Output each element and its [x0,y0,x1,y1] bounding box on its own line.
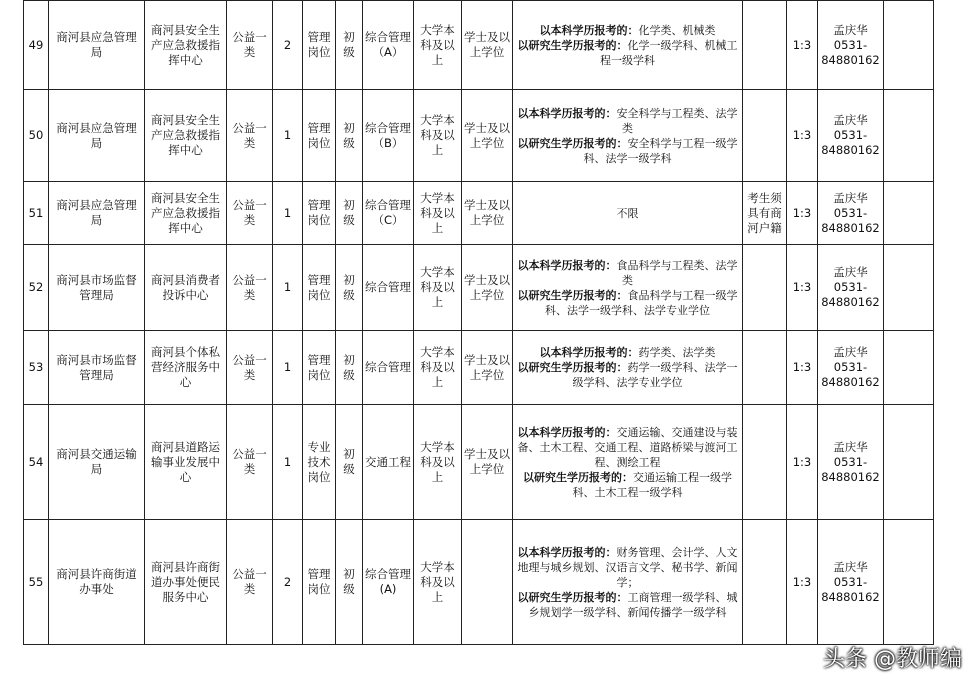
ratio-cell: 1:3 [787,331,818,405]
post-level-cell: 初级 [336,405,363,520]
department-cell: 商河县应急管理局 [49,1,145,90]
requirement-line [517,288,738,318]
unit-name-cell: 商河县安全生产应急救援指挥中心 [145,90,227,182]
row-number-cell: 53 [24,331,49,405]
contact-name: 孟庆华 [833,559,868,574]
ratio-cell: 1:3 [787,182,818,245]
requirements-cell [513,182,743,245]
requirement-text: 交通运输工程一级学科、土木工程一级学科 [572,470,732,499]
requirement-text: 安全科学与工程一级学科、法学一级学科 [583,136,738,165]
requirement-text: 药学类、法学类 [638,346,716,359]
requirement-label: 以本科学历报考的： [539,23,639,37]
requirement-label: 以研究生学历报考的： [517,288,628,302]
other-conditions-cell [743,331,787,405]
requirement-line [517,258,738,288]
requirement-text: 不限 [616,206,639,220]
requirements-cell [513,245,743,331]
department-cell: 商河县市场监督管理局 [49,331,145,405]
remarks-cell [884,182,934,245]
requirement-label: 以研究生学历报考的： [517,361,628,374]
requirements-cell [513,90,743,182]
contact-name: 孟庆华 [833,22,868,37]
contact-name: 孟庆华 [833,190,868,205]
ratio-cell: 1:3 [787,1,818,90]
row-number-cell: 51 [24,182,49,245]
table-row [24,331,934,405]
degree-cell: 学士及以上学位 [462,331,513,405]
post-level-cell: 初级 [336,245,363,331]
requirement-line [517,425,738,470]
post-category-cell: 管理岗位 [303,90,336,182]
contact-cell [818,520,884,645]
department-cell: 商河县交通运输局 [49,405,145,520]
contact-name: 孟庆华 [833,345,868,359]
requirement-label: 以本科学历报考的： [517,258,617,272]
table-row [24,405,934,520]
row-number-cell: 54 [24,405,49,520]
post-name-cell: 综合管理(A) [363,520,414,645]
requirement-text: 食品科学与工程一级学科、法学一级学科、法学专业学位 [545,288,738,317]
requirement-label: 以研究生学历报考的： [523,470,633,484]
education-cell: 大学本科及以上 [414,331,462,405]
requirement-line [517,206,738,221]
post-name-cell: 综合管理（A） [363,1,414,90]
table-row [24,1,934,90]
contact-phone: 0531-84880162 [821,280,880,309]
row-number-cell: 50 [24,90,49,182]
contact-cell [818,331,884,405]
hire-count-cell: 1 [273,90,303,182]
requirement-line [517,590,738,620]
watermark: 头条 @教师编 [823,647,962,672]
post-level-cell: 初级 [336,90,363,182]
other-conditions-cell [743,245,787,331]
education-cell: 大学本科及以上 [414,182,462,245]
contact-phone: 0531-84880162 [821,454,880,484]
department-cell: 商河县应急管理局 [49,90,145,182]
department-cell: 商河县应急管理局 [49,182,145,245]
requirement-label: 以本科学历报考的： [517,106,617,120]
requirement-text: 工商管理一级学科、城乡规划学一级学科、新闻传播学一级学科 [528,590,738,619]
other-conditions-cell [743,520,787,645]
unit-name-cell: 商河县消费者投诉中心 [145,245,227,331]
requirement-label: 以本科学历报考的： [517,425,617,439]
ratio-cell: 1:3 [787,245,818,331]
hire-count-cell: 2 [273,520,303,645]
requirement-line [517,470,738,500]
unit-type-cell: 公益一类 [227,90,273,182]
degree-cell: 学士及以上学位 [462,90,513,182]
row-number-cell: 52 [24,245,49,331]
requirements-cell [513,405,743,520]
unit-type-cell: 公益一类 [227,182,273,245]
contact-phone: 0531-84880162 [821,360,880,389]
requirement-label: 以本科学历报考的： [517,545,617,559]
requirements-cell [513,331,743,405]
education-cell: 大学本科及以上 [414,1,462,90]
post-level-cell: 初级 [336,331,363,405]
post-category-cell: 管理岗位 [303,520,336,645]
requirement-line [517,106,738,136]
table-row [24,182,934,245]
other-conditions-cell [743,90,787,182]
post-category-cell: 管理岗位 [303,245,336,331]
ratio-cell: 1:3 [787,90,818,182]
unit-type-cell: 公益一类 [227,520,273,645]
degree-cell: 学士及以上学位 [462,1,513,90]
requirement-label: 以研究生学历报考的： [517,38,628,52]
degree-cell: 学士及以上学位 [462,182,513,245]
unit-type-cell: 公益一类 [227,1,273,90]
unit-name-cell: 商河县道路运输事业发展中心 [145,405,227,520]
remarks-cell [884,90,934,182]
unit-type-cell: 公益一类 [227,405,273,520]
post-name-cell: 综合管理（C） [363,182,414,245]
unit-name-cell: 商河县安全生产应急救援指挥中心 [145,182,227,245]
remarks-cell [884,1,934,90]
requirement-text: 药学一级学科、法学一级学科、法学专业学位 [572,361,738,389]
remarks-cell [884,331,934,405]
degree-cell: 学士及以上学位 [462,245,513,331]
requirement-line [517,545,738,590]
remarks-cell [884,245,934,331]
requirement-text: 交通运输、交通建设与装备、土木工程、交通工程、道路桥梁与渡河工程、测绘工程 [517,425,738,469]
table-row [24,520,934,645]
other-conditions-cell: 考生须具有商河户籍 [743,182,787,245]
contact-cell [818,182,884,245]
unit-name-cell: 商河县安全生产应急救援指挥中心 [145,1,227,90]
post-name-cell: 交通工程 [363,405,414,520]
hire-count-cell: 1 [273,182,303,245]
remarks-cell [884,520,934,645]
table-row [24,90,934,182]
post-name-cell: 综合管理 [363,245,414,331]
contact-cell [818,90,884,182]
post-category-cell: 管理岗位 [303,1,336,90]
requirement-text: 食品科学与工程类、法学类 [616,258,738,287]
recruitment-table [23,0,934,645]
requirement-line [517,23,738,38]
post-name-cell: 综合管理（B） [363,90,414,182]
requirement-text: 安全科学与工程类、法学类 [616,106,738,135]
department-cell: 商河县许商街道办事处 [49,520,145,645]
unit-type-cell: 公益一类 [227,331,273,405]
contact-cell [818,245,884,331]
unit-name-cell: 商河县许商街道办事处便民服务中心 [145,520,227,645]
table-row [24,245,934,331]
requirement-text: 化学一级学科、机械工程一级学科 [600,38,738,67]
requirements-cell [513,520,743,645]
contact-cell [818,405,884,520]
contact-cell [818,1,884,90]
ratio-cell: 1:3 [787,405,818,520]
degree-cell [462,520,513,645]
ratio-cell: 1:3 [787,520,818,645]
degree-cell: 学士及以上学位 [462,405,513,520]
requirement-line [517,136,738,166]
contact-phone: 0531-84880162 [821,128,880,157]
post-level-cell: 初级 [336,520,363,645]
post-category-cell: 管理岗位 [303,182,336,245]
requirement-label: 以本科学历报考的： [539,346,639,359]
unit-name-cell: 商河县个体私营经济服务中心 [145,331,227,405]
requirement-text: 化学类、机械类 [638,23,716,37]
department-cell: 商河县市场监督管理局 [49,245,145,331]
education-cell: 大学本科及以上 [414,405,462,520]
post-name-cell: 综合管理 [363,331,414,405]
education-cell: 大学本科及以上 [414,90,462,182]
post-level-cell: 初级 [336,1,363,90]
requirement-label: 以研究生学历报考的： [517,136,628,150]
contact-name: 孟庆华 [833,439,868,454]
contact-name: 孟庆华 [833,113,868,127]
education-cell: 大学本科及以上 [414,245,462,331]
row-number-cell: 49 [24,1,49,90]
requirements-cell [513,1,743,90]
education-cell: 大学本科及以上 [414,520,462,645]
requirement-line [517,38,738,68]
other-conditions-cell [743,405,787,520]
requirement-line [517,360,738,390]
hire-count-cell: 2 [273,1,303,90]
post-category-cell: 管理岗位 [303,331,336,405]
requirement-label: 以研究生学历报考的： [517,590,628,604]
row-number-cell: 55 [24,520,49,645]
hire-count-cell: 1 [273,405,303,520]
hire-count-cell: 1 [273,245,303,331]
contact-phone: 0531-84880162 [821,205,880,235]
post-category-cell: 专业技术岗位 [303,405,336,520]
requirement-text: 财务管理、会计学、人文地理与城乡规划、汉语言文学、秘书学、新闻学； [517,545,738,589]
table-body [24,1,934,645]
requirement-line [517,345,738,360]
unit-type-cell: 公益一类 [227,245,273,331]
remarks-cell [884,405,934,520]
contact-name: 孟庆华 [833,265,868,279]
contact-phone: 0531-84880162 [821,37,880,67]
post-level-cell: 初级 [336,182,363,245]
other-conditions-cell [743,1,787,90]
hire-count-cell: 1 [273,331,303,405]
contact-phone: 0531-84880162 [821,574,880,604]
